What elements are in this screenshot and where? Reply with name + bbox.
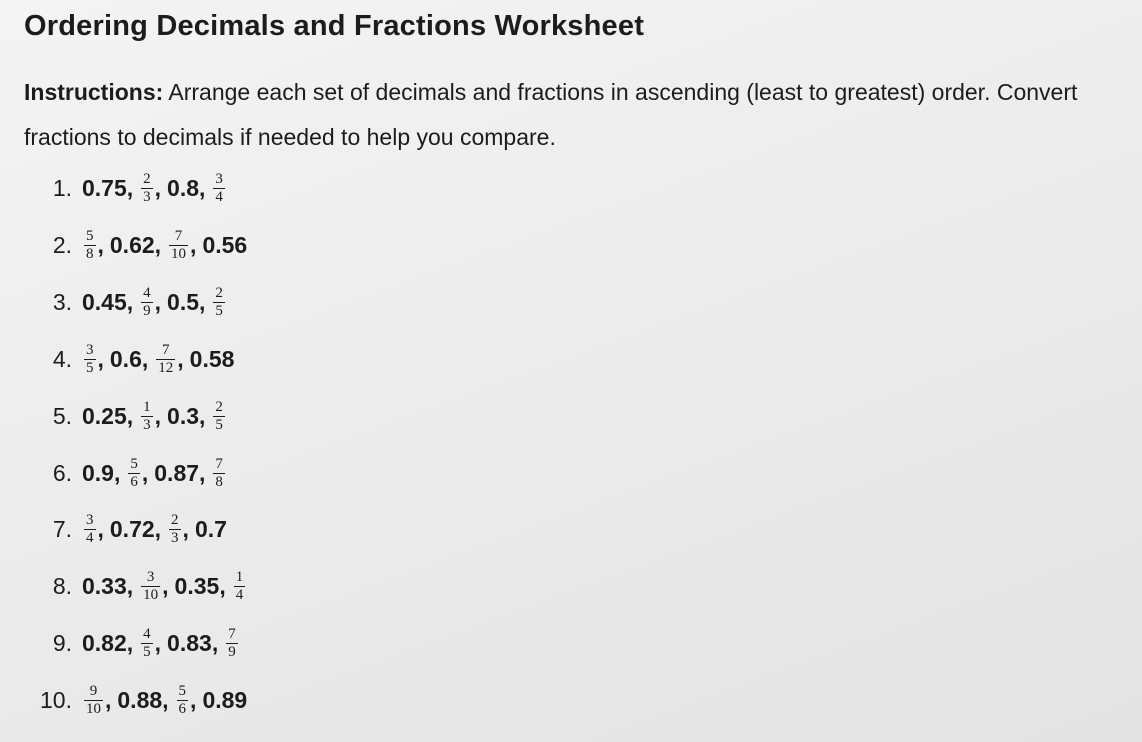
- problem-values: [82, 286, 227, 319]
- decimal-value: [82, 289, 139, 316]
- fraction-numerator: 7: [215, 455, 223, 472]
- problem-values: [82, 570, 247, 603]
- problem-number: 2.: [52, 231, 72, 258]
- decimal-text: 0.58: [189, 345, 235, 372]
- decimal-text: 0.9: [82, 459, 114, 486]
- problem-values: [82, 457, 227, 490]
- decimal-text: 0.3: [167, 402, 200, 429]
- decimal-text: 0.33: [82, 572, 127, 599]
- decimal-value: [202, 687, 247, 714]
- decimal-text: 0.45: [82, 288, 127, 315]
- comma-separator: ,: [177, 345, 184, 372]
- fraction: [213, 457, 225, 490]
- fraction-denominator: 5: [86, 359, 94, 376]
- decimal-text: 0.35: [174, 572, 220, 599]
- decimal-text: 0.5: [167, 288, 200, 315]
- decimal-value: [167, 403, 211, 430]
- fraction: [141, 286, 153, 319]
- decimal-text: 0.83: [167, 629, 212, 656]
- fraction-value: [211, 457, 227, 490]
- fraction: [169, 513, 181, 546]
- fraction-denominator: 3: [171, 529, 179, 546]
- fraction-value: [175, 684, 203, 717]
- decimal-value: [167, 175, 211, 202]
- comma-separator: ,: [126, 174, 134, 201]
- fraction-numerator: 3: [86, 341, 94, 358]
- comma-separator: ,: [97, 515, 104, 542]
- fraction-denominator: 4: [235, 586, 244, 603]
- decimal-text: 0.56: [202, 231, 248, 258]
- decimal-text: 0.62: [109, 231, 155, 258]
- fraction-value: [139, 570, 174, 603]
- decimal-value: [82, 630, 139, 657]
- decimal-value: [202, 232, 247, 259]
- decimal-value: [110, 346, 154, 373]
- instructions-lead: Instructions:: [24, 79, 164, 105]
- problem-item: [20, 621, 240, 665]
- problem-values: [82, 513, 227, 546]
- fraction-denominator: 5: [215, 302, 223, 319]
- decimal-text: 0.7: [194, 515, 227, 542]
- comma-separator: ,: [141, 345, 149, 372]
- problem-number: 7.: [52, 515, 72, 542]
- fraction-value: [139, 627, 167, 660]
- decimal-value: [82, 403, 139, 430]
- decimal-value: [195, 516, 227, 543]
- decimal-text: 0.8: [167, 174, 200, 201]
- decimal-text: 0.87: [154, 459, 200, 486]
- decimal-text: 0.75: [82, 174, 127, 201]
- decimal-value: [110, 232, 167, 259]
- fraction-value: [139, 172, 167, 205]
- comma-separator: ,: [154, 515, 162, 542]
- fraction-value: [154, 343, 189, 376]
- fraction-value: [139, 286, 167, 319]
- comma-separator: ,: [113, 459, 121, 486]
- problem-values: [82, 172, 227, 205]
- fraction: [141, 172, 153, 205]
- decimal-value: [82, 460, 126, 487]
- comma-separator: ,: [97, 231, 104, 258]
- fraction: [84, 343, 96, 376]
- fraction-value: [232, 570, 248, 603]
- comma-separator: ,: [105, 686, 112, 713]
- fraction-denominator: 3: [143, 188, 151, 205]
- problem-item: [20, 337, 234, 381]
- fraction-denominator: 5: [143, 643, 151, 660]
- fraction: [169, 229, 188, 262]
- problem-item: [20, 451, 227, 495]
- comma-separator: ,: [97, 345, 104, 372]
- fraction-denominator: 6: [130, 473, 138, 490]
- decimal-text: 0.6: [109, 345, 142, 372]
- decimal-value: [117, 687, 174, 714]
- comma-separator: ,: [219, 572, 226, 599]
- comma-separator: ,: [126, 629, 134, 656]
- problem-item: [20, 394, 227, 438]
- decimal-value: [175, 573, 232, 600]
- fraction-denominator: 10: [171, 245, 187, 262]
- fraction-denominator: 8: [215, 473, 223, 490]
- problem-number: 4.: [52, 345, 72, 372]
- comma-separator: ,: [141, 459, 149, 486]
- instructions-text: Arrange each set of decimals and fractions in ascending (least to greatest) order. Convert fractions to decimals if needed to help you compare.: [24, 79, 1078, 150]
- fraction-numerator: 1: [143, 398, 151, 415]
- fraction-numerator: 4: [143, 625, 151, 642]
- decimal-value: [167, 630, 224, 657]
- problem-item: [20, 280, 227, 324]
- fraction: [177, 684, 189, 717]
- comma-separator: ,: [126, 572, 134, 599]
- decimal-text: 0.25: [82, 402, 127, 429]
- problem-number: 6.: [52, 459, 72, 486]
- fraction-numerator: 3: [215, 170, 223, 187]
- problem-values: [82, 684, 247, 717]
- fraction: [156, 343, 175, 376]
- fraction: [84, 229, 96, 262]
- problem-item: [20, 507, 227, 551]
- comma-separator: ,: [190, 686, 197, 713]
- decimal-text: 0.72: [109, 515, 155, 542]
- fraction-numerator: 2: [215, 398, 223, 415]
- comma-separator: ,: [162, 572, 169, 599]
- problem-item: [20, 564, 247, 608]
- decimal-value: [190, 346, 235, 373]
- decimal-value: [82, 175, 139, 202]
- fraction-numerator: 2: [143, 170, 151, 187]
- fraction-numerator: 3: [86, 511, 94, 528]
- instructions: [24, 70, 1124, 160]
- fraction: [226, 627, 238, 660]
- fraction-value: [126, 457, 154, 490]
- fraction: [213, 400, 225, 433]
- fraction-numerator: 9: [89, 682, 98, 699]
- fraction-denominator: 10: [86, 700, 101, 717]
- comma-separator: ,: [182, 515, 189, 542]
- fraction-denominator: 4: [86, 529, 94, 546]
- fraction-numerator: 5: [130, 455, 138, 472]
- comma-separator: ,: [154, 288, 162, 315]
- fraction: [141, 627, 153, 660]
- fraction-value: [82, 229, 110, 262]
- fraction-numerator: 5: [86, 227, 94, 244]
- comma-separator: ,: [154, 174, 162, 201]
- fraction-denominator: 12: [158, 359, 174, 376]
- fraction: [234, 570, 246, 603]
- fraction-value: [167, 229, 202, 262]
- fraction-denominator: 4: [215, 188, 223, 205]
- fraction: [141, 400, 153, 433]
- fraction: [141, 570, 160, 603]
- fraction-value: [82, 513, 110, 546]
- fraction-numerator: 7: [162, 341, 170, 358]
- fraction: [213, 172, 225, 205]
- problem-number: 3.: [52, 288, 72, 315]
- fraction: [84, 684, 103, 717]
- problem-number: 10.: [40, 686, 72, 713]
- comma-separator: ,: [154, 231, 162, 258]
- decimal-value: [167, 289, 211, 316]
- problem-values: [82, 229, 247, 262]
- fraction-value: [211, 286, 227, 319]
- problem-values: [82, 400, 227, 433]
- comma-separator: ,: [126, 402, 134, 429]
- fraction: [128, 457, 140, 490]
- fraction-value: [167, 513, 195, 546]
- fraction-value: [139, 400, 167, 433]
- comma-separator: ,: [199, 402, 206, 429]
- problem-item: [20, 223, 247, 267]
- comma-separator: ,: [126, 288, 134, 315]
- problem-number: 5.: [52, 402, 72, 429]
- fraction-denominator: 5: [215, 416, 223, 433]
- problem-values: [82, 627, 240, 660]
- fraction-numerator: 7: [228, 625, 236, 642]
- problem-number: 1.: [52, 174, 72, 201]
- fraction-denominator: 8: [86, 245, 94, 262]
- comma-separator: ,: [199, 459, 206, 486]
- problem-values: [82, 343, 234, 376]
- fraction: [84, 513, 96, 546]
- fraction-numerator: 1: [235, 568, 244, 585]
- fraction: [213, 286, 225, 319]
- fraction-numerator: 7: [174, 227, 183, 244]
- fraction-value: [211, 172, 227, 205]
- fraction-numerator: 2: [215, 284, 223, 301]
- comma-separator: ,: [199, 288, 206, 315]
- comma-separator: ,: [154, 402, 162, 429]
- fraction-value: [82, 343, 110, 376]
- worksheet-title: Ordering Decimals and Fractions Worksheet: [24, 10, 645, 42]
- comma-separator: ,: [154, 629, 162, 656]
- problem-number: 8.: [52, 572, 72, 599]
- fraction-denominator: 9: [143, 302, 151, 319]
- fraction-numerator: 4: [143, 284, 151, 301]
- fraction-denominator: 10: [143, 586, 159, 603]
- fraction-denominator: 6: [178, 700, 187, 717]
- decimal-text: 0.89: [202, 686, 248, 713]
- comma-separator: ,: [162, 686, 169, 713]
- fraction-numerator: 5: [178, 682, 187, 699]
- fraction-value: [224, 627, 240, 660]
- fraction-denominator: 9: [228, 643, 236, 660]
- comma-separator: ,: [211, 629, 219, 656]
- fraction-value: [82, 684, 117, 717]
- fraction-value: [211, 400, 227, 433]
- fraction-numerator: 3: [146, 568, 155, 585]
- problem-number: 9.: [52, 629, 72, 656]
- problem-item: [20, 678, 247, 722]
- fraction-numerator: 2: [171, 511, 179, 528]
- decimal-text: 0.82: [82, 629, 127, 656]
- fraction-denominator: 3: [143, 416, 151, 433]
- comma-separator: ,: [190, 231, 197, 258]
- decimal-value: [82, 573, 139, 600]
- decimal-value: [154, 460, 211, 487]
- decimal-text: 0.88: [117, 686, 163, 713]
- comma-separator: ,: [199, 174, 206, 201]
- decimal-value: [110, 516, 167, 543]
- problem-item: [20, 166, 227, 210]
